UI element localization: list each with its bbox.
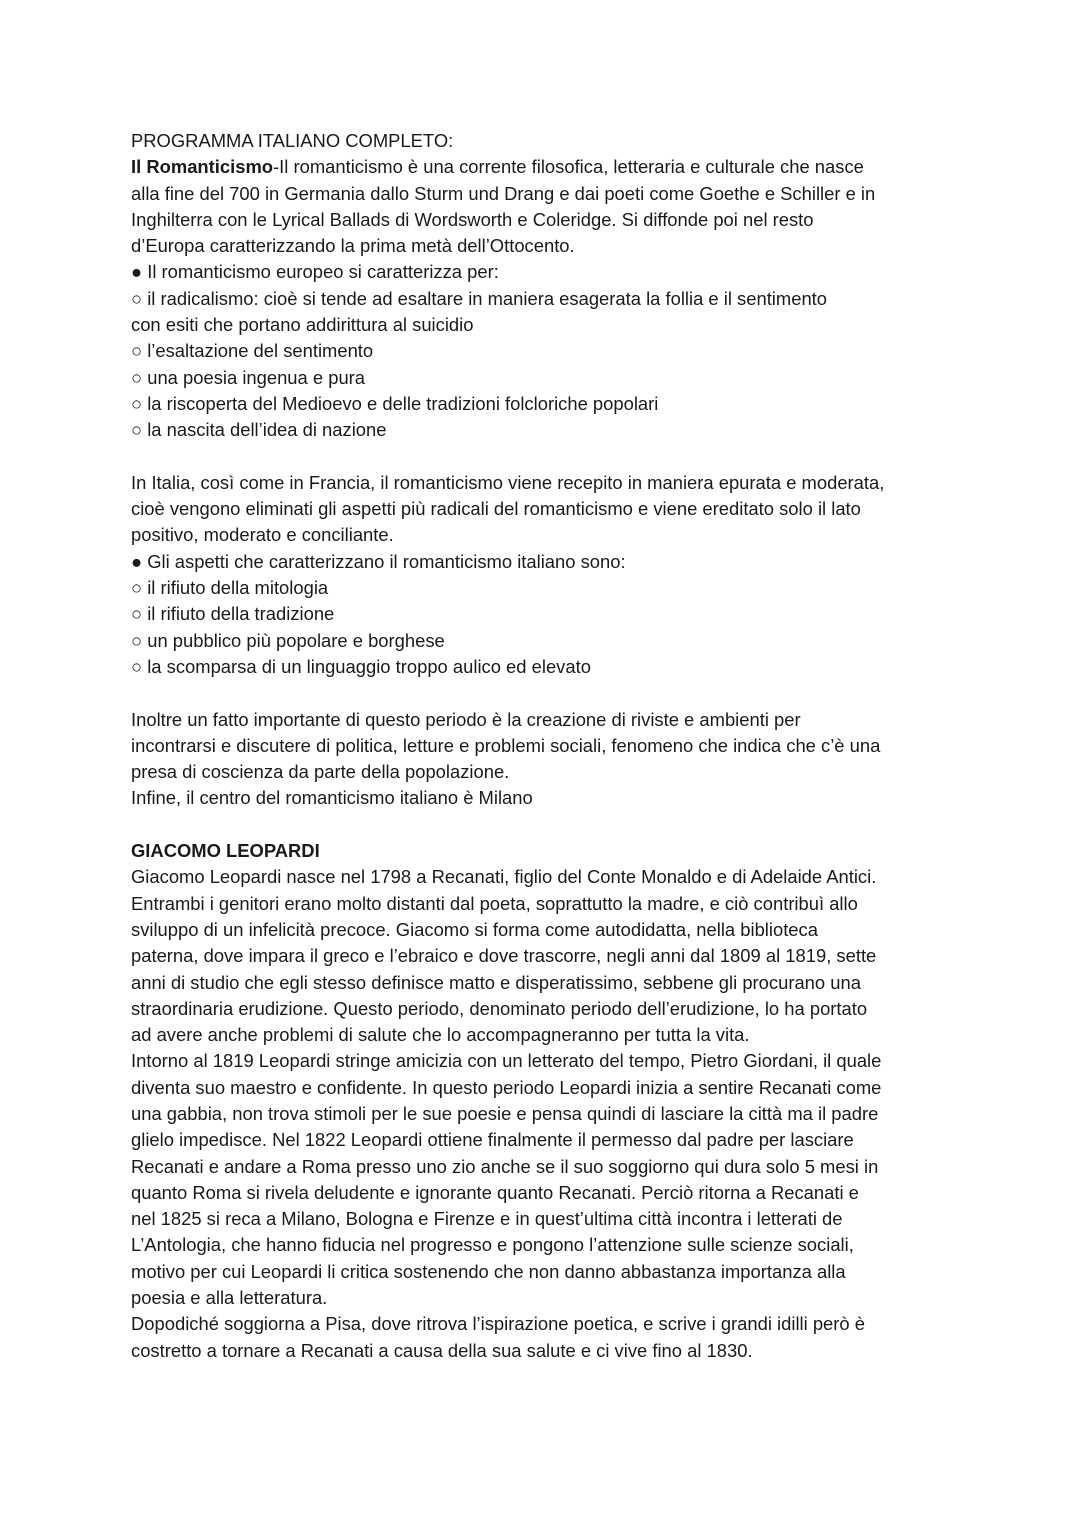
romanticismo-intro-text: -Il romanticismo è una corrente filosofica, letteraria e culturale che nasce — [273, 156, 864, 178]
paragraph-line: L’Antologia, che hanno fiducia nel progresso e pongono l’attenzione sulle scienze sociali, — [131, 1234, 854, 1256]
closing-paragraph — [131, 707, 961, 812]
paragraph-line: Inoltre un fatto importante di questo periodo è la creazione di riviste e ambienti per — [131, 708, 801, 730]
romanticismo-intro-line: d’Europa caratterizzando la prima metà dell’Ottocento. — [131, 235, 575, 257]
paragraph-line: Entrambi i genitori erano molto distanti dal poeta, soprattutto la madre, e ciò contribuì allo — [131, 892, 858, 914]
list-item: ○ il rifiuto della tradizione — [131, 603, 335, 625]
list-item: ○ una poesia ingenua e pura — [131, 366, 366, 388]
paragraph-line: cioè vengono eliminati gli aspetti più radicali del romanticismo e viene ereditato solo il lato — [131, 498, 861, 520]
paragraph-line: paterna, dove impara il greco e l’ebraico e dove trascorre, negli anni dal 1809 al 1819, sette — [131, 945, 877, 967]
list-item: ○ un pubblico più popolare e borghese — [131, 629, 445, 651]
paragraph-line: glielo impedisce. Nel 1822 Leopardi ottiene finalmente il permesso dal padre per lasciare — [131, 1129, 854, 1151]
document-page — [131, 128, 961, 1364]
paragraph-gap — [131, 812, 961, 838]
paragraph-gap — [131, 444, 961, 470]
romanticismo-section — [131, 154, 961, 811]
list-item: ○ il rifiuto della mitologia — [131, 577, 329, 599]
list-item: ○ il radicalismo: cioè si tende ad esaltare in maniera esagerata la follia e il sentimento — [131, 287, 828, 309]
paragraph-line: Intorno al 1819 Leopardi stringe amicizia con un letterato del tempo, Pietro Giordani, il quale — [131, 1050, 882, 1072]
list-item: ○ la scomparsa di un linguaggio troppo aulico ed elevato — [131, 655, 591, 677]
paragraph-line: Giacomo Leopardi nasce nel 1798 a Recanati, figlio del Conte Monaldo e di Adelaide Antici. — [131, 866, 877, 888]
document-title: PROGRAMMA ITALIANO COMPLETO: — [131, 130, 454, 151]
list-item: ● Il romanticismo europeo si caratterizza per: — [131, 261, 499, 283]
list-item: ○ l’esaltazione del sentimento — [131, 340, 374, 362]
list-item: ● Gli aspetti che caratterizzano il romanticismo italiano sono: — [131, 550, 626, 572]
europe-features-list — [131, 259, 961, 443]
romanticismo-intro-line: alla fine del 700 in Germania dallo Sturm und Drang e dai poeti come Goethe e Schiller e in — [131, 182, 876, 204]
paragraph-line: Recanati e andare a Roma presso uno zio anche se il suo soggiorno qui dura solo 5 mesi in — [131, 1155, 879, 1177]
paragraph-line: motivo per cui Leopardi li critica sostenendo che non danno abbastanza importanza alla — [131, 1260, 846, 1282]
paragraph-line: poesia e alla letteratura. — [131, 1287, 328, 1309]
paragraph-line: incontrarsi e discutere di politica, letture e problemi sociali, fenomeno che indica che c’è una — [131, 734, 881, 756]
paragraph-line: presa di coscienza da parte della popolazione. — [131, 761, 510, 783]
list-item: ○ la nascita dell’idea di nazione — [131, 419, 387, 441]
italy-paragraph — [131, 470, 961, 680]
paragraph-line: Dopodiché soggiorna a Pisa, dove ritrova l’ispirazione poetica, e scrive i grandi idilli però è — [131, 1313, 865, 1335]
romanticismo-heading: Il Romanticismo — [131, 156, 274, 178]
paragraph-line: una gabbia, non trova stimoli per le sue poesie e pensa quindi di lasciare la città ma il padre — [131, 1102, 879, 1124]
romanticismo-intro-line: Inghilterra con le Lyrical Ballads di Wordsworth e Coleridge. Si diffonde poi nel resto — [131, 208, 814, 230]
paragraph-line: quanto Roma si rivela deludente e ignorante quanto Recanati. Perciò ritorna a Recanati e — [131, 1181, 859, 1203]
romanticismo-intro-line — [131, 154, 961, 180]
leopardi-section — [131, 838, 961, 1364]
paragraph-line: costretto a tornare a Recanati a causa della sua salute e ci vive fino al 1830. — [131, 1339, 753, 1361]
paragraph-line: diventa suo maestro e confidente. In questo periodo Leopardi inizia a sentire Recanati come — [131, 1076, 882, 1098]
list-item: con esiti che portano addirittura al suicidio — [131, 314, 474, 336]
paragraph-line: Infine, il centro del romanticismo italiano è Milano — [131, 787, 533, 809]
paragraph-line: sviluppo di un infelicità precoce. Giacomo si forma come autodidatta, nella biblioteca — [131, 918, 818, 940]
leopardi-heading: GIACOMO LEOPARDI — [131, 840, 320, 862]
paragraph-gap — [131, 680, 961, 706]
paragraph-line: In Italia, così come in Francia, il romanticismo viene recepito in maniera epurata e moderata, — [131, 471, 885, 493]
paragraph-line: straordinaria erudizione. Questo periodo, denominato periodo dell’erudizione, lo ha portato — [131, 997, 868, 1019]
paragraph-line: nel 1825 si reca a Milano, Bologna e Firenze e in quest’ultima città incontra i letterati de — [131, 1208, 843, 1230]
paragraph-line: anni di studio che egli stesso definisce matto e disperatissimo, sebbene gli procurano una — [131, 971, 861, 993]
paragraph-line: ad avere anche problemi di salute che lo accompagneranno per tutta la vita. — [131, 1024, 750, 1046]
list-item: ○ la riscoperta del Medioevo e delle tradizioni folcloriche popolari — [131, 392, 659, 414]
paragraph-line: positivo, moderato e conciliante. — [131, 524, 394, 546]
